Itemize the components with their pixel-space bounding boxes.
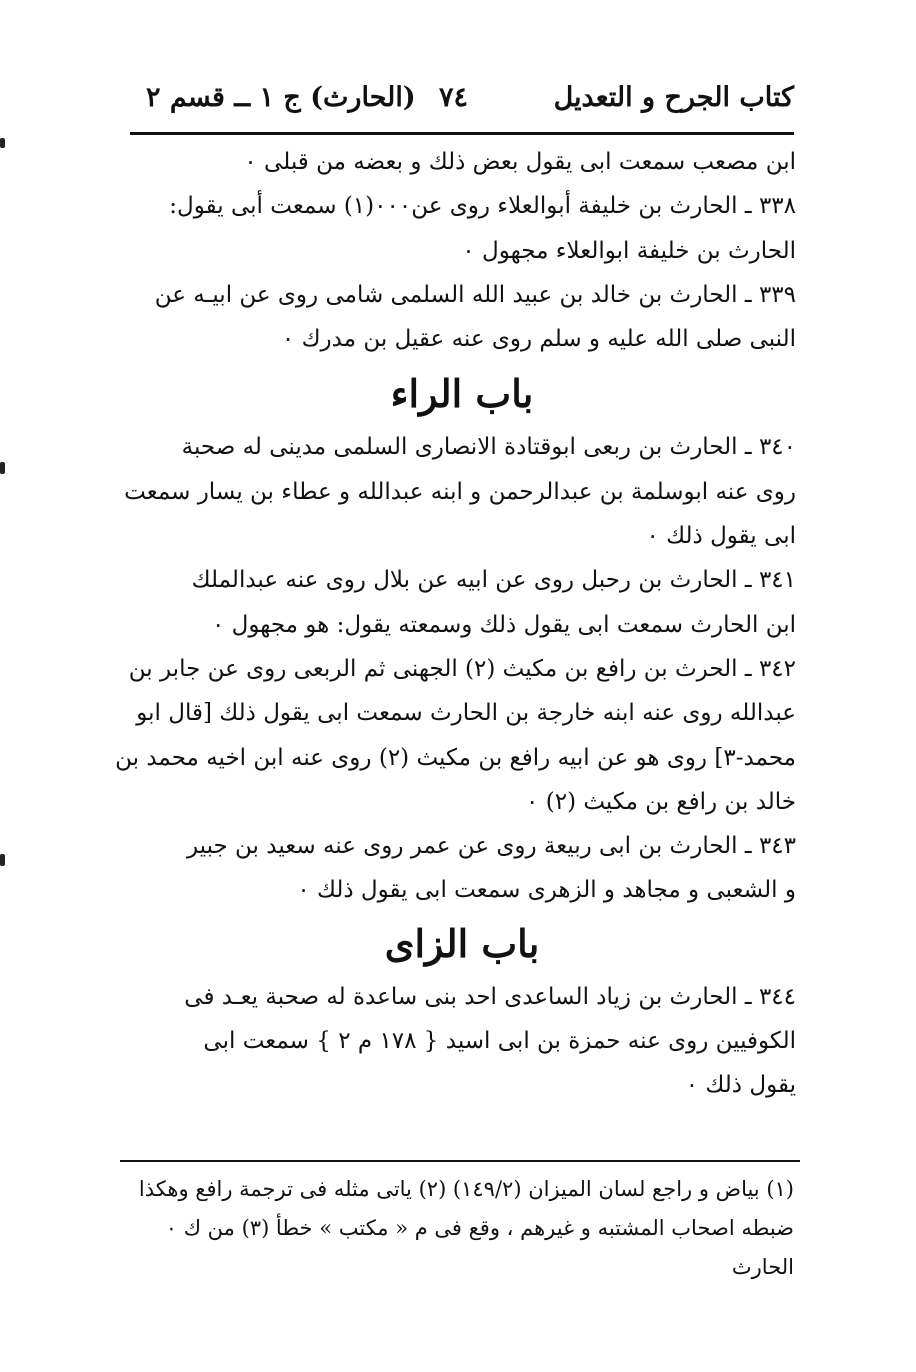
text-line: ابن الحارث سمعت ابى يقول ذلك وسمعته يقول: هو مجهول ٠ xyxy=(211,611,796,638)
chapter-heading-zay: باب الزاى xyxy=(384,920,540,966)
text-line: يقول ذلك ٠ xyxy=(685,1072,796,1099)
text-line: الحارث بن خليفة ابوالعلاء مجهول ٠ xyxy=(462,237,796,264)
text-line: روى عنه ابوسلمة بن عبدالرحمن و ابنه عبدالله و عطاء بن يسار سمعت xyxy=(124,478,796,505)
text-line: و الشعبى و مجاهد و الزهرى سمعت ابى يقول ذلك ٠ xyxy=(297,877,796,904)
book-title: كتاب الجرح و التعديل xyxy=(553,82,794,113)
text-line: خالد بن رافع بن مكيث (٢) ٠ xyxy=(526,788,796,815)
margin-mark xyxy=(0,138,5,148)
footnote-rule xyxy=(120,1160,800,1162)
page-header xyxy=(130,78,794,124)
entry-338-line: ٣٣٨ ـ الحارث بن خليفة أبوالعلاء روى عن٠٠٠(١) سمعت أبى يقول: xyxy=(169,193,796,220)
text-line: ابى يقول ذلك ٠ xyxy=(646,523,796,550)
text-line: ابن مصعب سمعت ابى يقول بعض ذلك و بعضه من قبلى ٠ xyxy=(244,149,796,175)
section-label: (الحارث) ج ١ ــ قسم ٢ xyxy=(146,82,416,113)
entry-340-line: ٣٤٠ ـ الحارث بن ربعى ابوقتادة الانصارى السلمى مدينى له صحبة xyxy=(181,434,796,461)
entry-341-line: ٣٤١ ـ الحارث بن رحبل روى عن ابيه عن بلال روى عنه عبدالملك xyxy=(191,567,796,594)
entry-343-line: ٣٤٣ ـ الحارث بن ابى ربيعة روى عن عمر روى عنه سعيد بن جبير xyxy=(186,833,796,860)
entry-344-line: ٣٤٤ ـ الحارث بن زياد الساعدى احد بنى ساعدة له صحبة يعـد فى xyxy=(184,983,796,1010)
text-line: الكوفيين روى عنه حمزة بن ابى اسيد { ١٧٨ م ٢ } سمعت ابى xyxy=(203,1028,796,1055)
margin-mark xyxy=(0,462,5,474)
footnote-line: (١) بياض و راجع لسان الميزان (١٤٩/٢) (٢) ياتى مثله فى ترجمة رافع وهكذا xyxy=(138,1177,794,1201)
margin-mark xyxy=(0,854,5,866)
chapter-heading-ra: باب الراء xyxy=(390,371,534,417)
main-text xyxy=(115,140,796,1108)
entry-342-line: ٣٤٢ ـ الحرث بن رافع بن مكيث (٢) الجهنى ثم الربعى روى عن جابر بن xyxy=(128,655,796,682)
footnotes xyxy=(122,1170,794,1287)
text-line: النبى صلى الله عليه و سلم روى عنه عقيل بن مدرك ٠ xyxy=(281,326,796,353)
page-number: ٧٤ xyxy=(438,82,468,113)
footnote-line: الحارث xyxy=(731,1255,794,1279)
footnote-line: ضبطه اصحاب المشتبه و غيرهم ، وقع فى م « مكتب » خطأ (٣) من ك ٠ xyxy=(165,1216,794,1240)
text-line: عبدالله روى عنه ابنه خارجة بن الحارث سمعت ابى يقول ذلك [قال ابو xyxy=(136,700,796,727)
header-rule xyxy=(130,132,794,135)
entry-339-line: ٣٣٩ ـ الحارث بن خالد بن عبيد الله السلمى شامى روى عن ابيـه عن xyxy=(154,281,796,308)
text-line: محمد-٣] روى هو عن ابيه رافع بن مكيث (٢) روى عنه ابن اخيه محمد بن xyxy=(115,744,796,771)
